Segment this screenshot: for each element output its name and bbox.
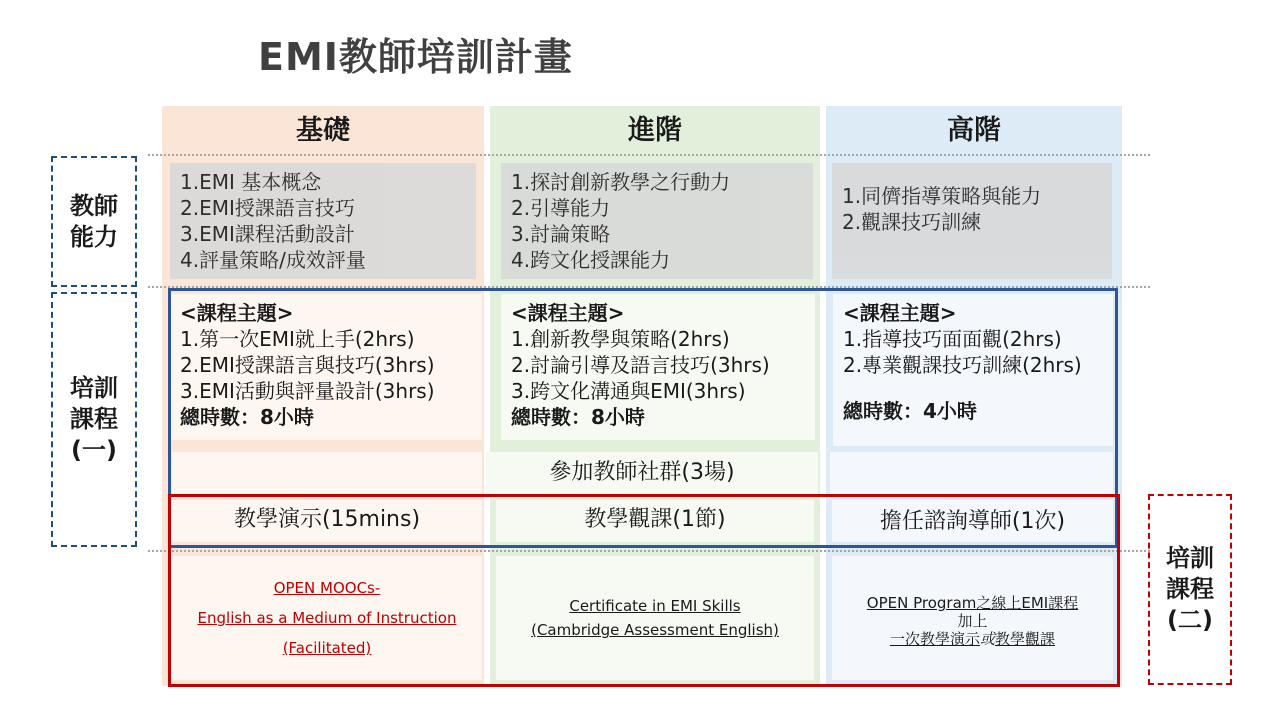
course-heading: <課程主題>	[843, 301, 957, 325]
ability-item: 2.EMI授課語言技巧	[180, 196, 355, 220]
ability-box-advanced	[501, 163, 813, 279]
course-heading: <課程主題>	[180, 301, 294, 325]
external-course-or: 或	[979, 630, 995, 648]
ability-box-high	[832, 163, 1112, 279]
external-course-link[interactable]: English as a Medium of Instruction	[197, 609, 457, 627]
ability-box-basic	[170, 163, 476, 279]
ability-item: 4.跨文化授課能力	[511, 248, 671, 272]
course-item: 2.專業觀課技巧訓練(2hrs)	[843, 353, 1082, 377]
training-2-frame	[168, 494, 1120, 687]
row-separator	[148, 154, 1150, 156]
course-item: 1.創新教學與策略(2hrs)	[511, 327, 730, 351]
ability-item: 3.EMI課程活動設計	[180, 222, 355, 246]
ability-item: 4.評量策略/成效評量	[180, 248, 366, 272]
row-label-line: 能力	[70, 222, 118, 251]
row-label-training-2	[1148, 494, 1232, 685]
course-total-hours: 總時數：8小時	[511, 405, 645, 429]
row-label-line: 培訓	[70, 374, 118, 402]
row-label-line: 課程	[70, 405, 118, 433]
course-heading: <課程主題>	[511, 301, 625, 325]
external-course-and: 加上	[957, 612, 988, 630]
practice-basic: 教學演示(15mins)	[172, 500, 482, 542]
row-label-line: 培訓	[1166, 544, 1214, 572]
external-course-link[interactable]: (Facilitated)	[282, 639, 372, 657]
course-item: 1.指導技巧面面觀(2hrs)	[843, 327, 1062, 351]
external-course-link[interactable]: 教學觀課	[995, 630, 1056, 648]
external-course-link[interactable]: (Cambridge Assessment English)	[531, 621, 779, 639]
course-total-hours: 總時數：8小時	[180, 405, 314, 429]
page-title: EMI教師培訓計畫	[258, 35, 573, 79]
external-course-link[interactable]: 一次教學演示	[889, 630, 980, 648]
column-header-basic: 基礎	[296, 115, 350, 146]
course-item: 3.EMI活動與評量設計(3hrs)	[180, 379, 435, 403]
ability-item: 2.觀課技巧訓練	[842, 210, 982, 234]
row-label-line: (一)	[71, 436, 117, 464]
ability-item: 1.探討創新教學之行動力	[511, 170, 731, 194]
course-item: 3.跨文化溝通與EMI(3hrs)	[511, 379, 746, 403]
column-header-high: 高階	[947, 115, 1001, 146]
practice-advanced: 教學觀課(1節)	[496, 500, 814, 542]
external-course-link[interactable]: OPEN Program之線上EMI課程	[866, 594, 1079, 612]
row-label-line: 教師	[70, 191, 118, 220]
ability-item: 1.同儕指導策略與能力	[842, 184, 1042, 208]
external-course-link[interactable]: OPEN MOOCs-	[273, 579, 381, 597]
community-text: 參加教師社群(3場)	[549, 460, 735, 485]
ability-item: 3.討論策略	[511, 222, 611, 246]
ability-item: 2.引導能力	[511, 196, 611, 220]
course-item: 1.第一次EMI就上手(2hrs)	[180, 327, 415, 351]
row-label-teacher-ability	[51, 156, 137, 287]
ability-item: 1.EMI 基本概念	[180, 170, 322, 194]
course-total-hours: 總時數：4小時	[843, 399, 977, 423]
course-item: 2.討論引導及語言技巧(3hrs)	[511, 353, 770, 377]
course-item: 2.EMI授課語言與技巧(3hrs)	[180, 353, 435, 377]
row-label-line: 課程	[1166, 575, 1214, 603]
row-label-training-1	[51, 292, 137, 547]
row-label-line: (二)	[1167, 606, 1213, 634]
column-header-advanced: 進階	[628, 115, 682, 146]
practice-high: 擔任諮詢導師(1次)	[832, 500, 1113, 542]
external-course-link[interactable]: Certificate in EMI Skills	[569, 597, 741, 615]
